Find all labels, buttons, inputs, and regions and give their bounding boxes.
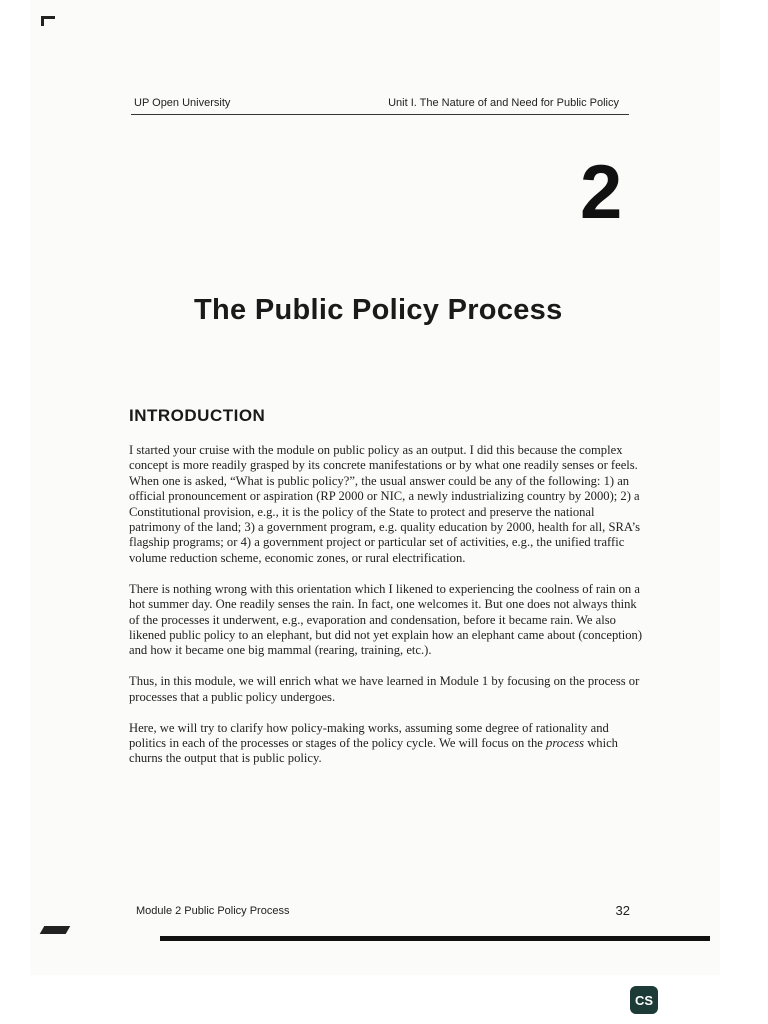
corner-mark xyxy=(41,16,44,26)
section-heading: INTRODUCTION xyxy=(129,406,266,425)
camscanner-logo: CS xyxy=(630,986,658,1014)
corner-mark xyxy=(40,926,71,934)
page-footer xyxy=(136,903,710,923)
paragraph: I started your cruise with the module on public policy as an output. I did this because the complex concept is more readily grasped by its concrete manifestations or by what one readily senses or feels. When one is asked, “What is public policy?”, the usual answer could be any of the following: 1) an official pronouncement or aspiration (RP 2000 or NIC, a newly industrializing country by 2000); 2) a Constitutional provision, e.g., it is the policy of the State to protect and preserve the national patrimony of the land; 3) a government program, e.g. quality education by 2000, health for all, SRA’s flagship programs; or 4) a government project or particular set of activities, e.g., the unified traffic volume reduction scheme, economic zones, or rural electrification. xyxy=(129,443,640,565)
paragraph xyxy=(129,721,649,767)
chapter-number: 2 xyxy=(580,150,623,235)
running-header xyxy=(131,96,629,115)
footer-module-title: Module 2 Public Policy Process xyxy=(136,905,290,917)
paragraph-text: which churns the output that is public policy. xyxy=(129,736,618,766)
header-unit-title: Unit I. The Nature of and Need for Public Policy xyxy=(388,97,619,109)
footer-rule xyxy=(160,936,710,941)
emphasis-text: process xyxy=(546,736,585,750)
paragraph: Thus, in this module, we will enrich what we have learned in Module 1 by focusing on the process or processes that a public policy undergoes. xyxy=(129,674,640,704)
body-text xyxy=(129,443,649,782)
paragraph: There is nothing wrong with this orientation which I likened to experiencing the coolness of rain on a hot summer day. One readily senses the rain. In fact, one welcomes it. But one does not always think of the processes it underwent, e.g., evaporation and condensation, before it became rain. We also likened public policy to an elephant, but did not yet explain how an elephant came about (conception) and how it became one big mammal (rearing, training, etc.). xyxy=(129,581,643,658)
page-title: The Public Policy Process xyxy=(194,294,563,326)
header-institution: UP Open University xyxy=(134,97,231,109)
paragraph-text: Here, we will try to clarify how policy-making works, assuming some degree of rationality and politics in each of the processes or stages of the policy cycle. We will focus on the xyxy=(129,720,609,750)
page-number: 32 xyxy=(615,903,630,918)
